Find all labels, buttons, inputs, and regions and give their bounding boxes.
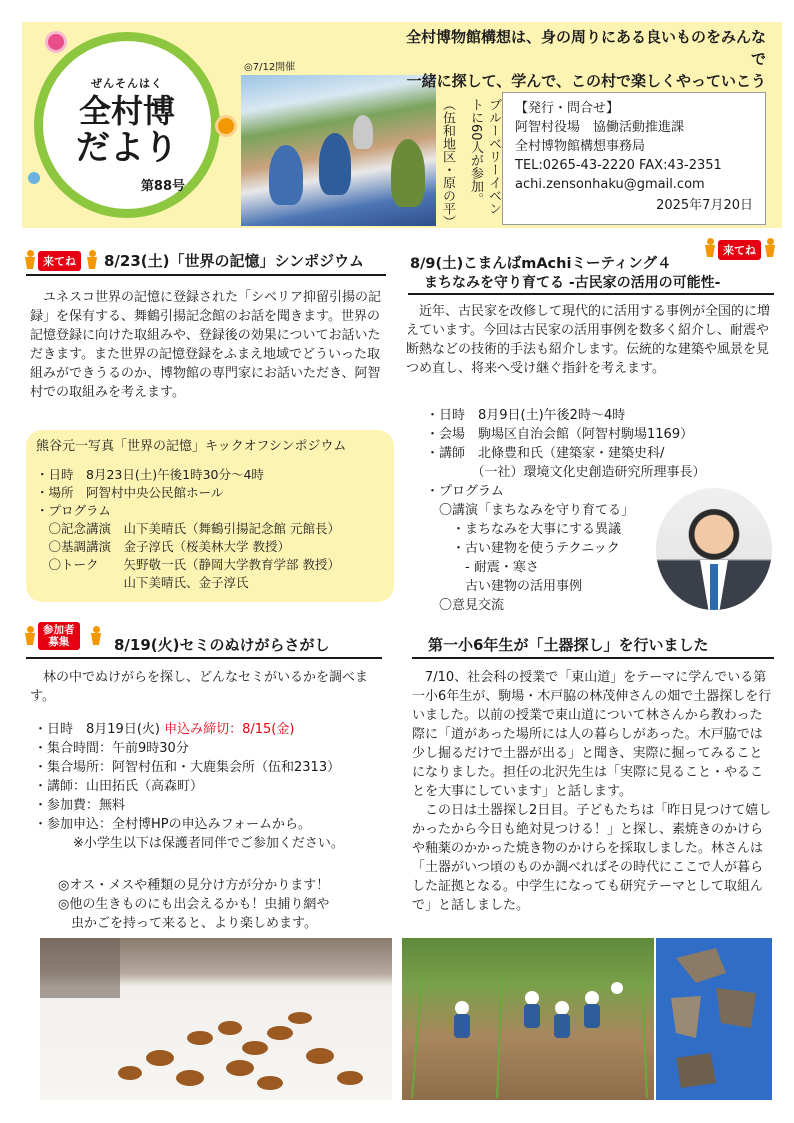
detail-line: ・プログラム	[426, 484, 504, 499]
detail-line: 〇講演「まちなみを守り育てる」	[426, 503, 635, 518]
sec2-subtitle: まちなみを守り育てる -古民家の活用の可能性-	[424, 275, 721, 291]
person-icon	[704, 238, 716, 258]
logo-title-line2: だより	[76, 128, 178, 168]
sec3-details	[34, 720, 394, 853]
contact-org1: 阿智村役場 協働活動推進課	[515, 120, 685, 135]
box-line: 〇記念講演 山下美晴氏（舞鶴引揚記念館 元館長）	[36, 521, 340, 536]
detail-line: ・まちなみを大事にする異議	[426, 522, 622, 537]
speaker-portrait	[656, 488, 772, 610]
title-underline	[408, 293, 774, 295]
detail-line: 古い建物の活用事例	[426, 579, 583, 594]
flower-icon	[48, 34, 64, 50]
photo-caption-3: （伍和地区・原の平）	[440, 98, 455, 228]
sec2-body	[406, 302, 774, 378]
box-title: 熊谷元一写真「世界の記憶」キックオフシンポジウム	[36, 439, 347, 454]
sec4-title: 第一小6年生が「土器探し」を行いました	[428, 636, 709, 654]
contact-tel: TEL:0265-43-2220 FAX:43-2351	[515, 158, 722, 173]
pottery-shards-illustration	[656, 938, 772, 1100]
sec4-paragraph: この日は土器探し2日目。子どもたちは「昨日見つけて嬉しかったから今日も絶対見つける！」と探し、素焼きのかけらや釉薬のかかった焼き物のかけらを採取しました。林さんは「土器がいつ頃のものか調べればその時代にここで人が暮らした証拠となる。中学生になっても研究テーマとして取組んで」と話しました。	[412, 803, 772, 913]
deadline-text: 申込み締切：8/15(金)	[164, 722, 295, 737]
detail-line: ・集合時間：午前9時30分	[34, 741, 189, 756]
intro-line: 一緒に探して、学んで、この村で楽しくやっていこう	[406, 72, 766, 90]
box-line: ・日時 8月23日(土)午後1時30分～4時	[36, 467, 264, 482]
detail-line: ・集合場所：阿智村伍和・大鹿集会所（伍和2313）	[34, 760, 341, 775]
note-line: ◎他の生きものにも出会えるかも！虫捕り網や	[58, 897, 330, 912]
box-line: 〇トーク 矢野敬一氏（静岡大学教育学部 教授）	[36, 557, 340, 572]
detail-line: ・古い建物を使うテクニック	[426, 541, 620, 556]
detail-line: ・参加費：無料	[34, 798, 126, 813]
person-icon	[86, 250, 98, 270]
sec4-body	[412, 668, 774, 915]
note-line: ◎オス・メスや種類の見分け方が分かります！	[58, 878, 330, 893]
field-dig-photo	[402, 938, 654, 1100]
header	[22, 22, 782, 228]
field-dig-illustration	[402, 938, 654, 1100]
sec3-title: 8/19(火)セミのぬけがらさがし	[114, 636, 330, 654]
box-line: 〇基調講演 金子淳氏（桜美林大学 教授）	[36, 539, 290, 554]
contact-email[interactable]: achi.zensonhaku@gmail.com	[515, 177, 705, 192]
detail-line: ※小学生以下は保護者同伴でご参加ください。	[34, 836, 344, 851]
box-line: 山下美晴氏、金子淳氏	[36, 575, 249, 590]
sec2-title: 8/9(土)こまんばmAchiミーティング４	[410, 256, 672, 272]
photo-caption-2: トに60人が参加。	[468, 98, 483, 206]
contact-box	[502, 92, 766, 225]
flower-icon	[218, 118, 234, 134]
issue-number: 第88号	[140, 179, 185, 194]
detail-line: ・参加申込：全村博HPの申込みフォームから。	[34, 817, 311, 832]
title-underline	[26, 657, 382, 659]
contact-label: 【発行・問合せ】	[515, 101, 620, 116]
contact-org2: 全村博物館構想事務局	[515, 139, 646, 154]
sec3-notes	[58, 876, 398, 933]
detail-line: ・講師 北條豊和氏（建築家・建築史科/	[426, 446, 665, 461]
photo-date: ◎7/12開催	[244, 62, 296, 73]
date-text: ・日時 8月19日(火)	[34, 722, 165, 737]
person-icon	[24, 626, 36, 646]
logo-kana: ぜんそんはく	[91, 77, 163, 90]
box-line: ・場所 阿智村中央公民館ホール	[36, 485, 224, 500]
flower-icon	[28, 172, 40, 184]
detail-line: - 耐震・寒さ	[426, 560, 539, 575]
come-badge: 来てね	[718, 240, 761, 260]
detail-line: 〇意見交流	[426, 598, 505, 613]
logo-title-line1: 全村博	[78, 92, 175, 130]
sec1-body	[30, 288, 384, 402]
cicada-shells-illustration	[40, 938, 392, 1100]
pottery-shards-photo	[656, 938, 772, 1100]
sec4-paragraph: 7/10、社会科の授業で「東山道」をテーマに学んでいる第一小6年生が、駒場・木戸脇の林茂伸さんの畑で土器探しを行いました。以前の授業で東山道について林さんから教わった際に「道があった場所には人の暮らしがあった。木戸脇では少し掘るだけで土器が出る」と聞き、実際に掘ってみることになりました。担任の北沢先生は「実際に見ること・やることを大事にしています」と話します。	[412, 670, 772, 799]
note-line: 虫かごを持って来ると、より楽しめます。	[58, 916, 317, 931]
box-line: ・プログラム	[36, 503, 111, 518]
sec2-paragraph: 近年、古民家を改修して現代的に活用する事例が全国的に増えています。今回は古民家の活用事例を数多く紹介し、耐震や断熱などの技術的手法も紹介します。伝統的な建築や風景を見つめ直し、将来へ受け継ぐ指針を考えます。	[406, 304, 771, 376]
person-icon	[24, 250, 36, 270]
sec1-info-box	[26, 430, 394, 602]
logo-wreath	[34, 32, 220, 218]
detail-line: ・講師：山田拓氏（高森町）	[34, 779, 204, 794]
person-icon	[90, 626, 102, 646]
detail-line: （一社）環境文化史創造研究所理事長）	[426, 465, 706, 480]
photo-caption-1: ブルーベリーイベン	[486, 98, 501, 215]
person-icon	[764, 238, 776, 258]
issue-date: 2025年7月20日	[656, 198, 753, 213]
sec1-paragraph: ユネスコ世界の記憶に登録された「シベリア抑留引揚の記録」を保有する、舞鶴引揚記念館のお話を聞きます。世界の記憶登録に向けた取組みや、登録後の効果についてお話いただきます。また世界の記憶登録をふまえ地域でどういった取組みができうるのか、博物館の専門家にお話いただき、阿智村での取組みを考えます。	[30, 290, 382, 400]
detail-line: ・会場 駒場区自治会館（阿智村駒場1169）	[426, 427, 694, 442]
date-line	[34, 720, 394, 739]
title-underline	[26, 274, 386, 276]
cicada-shells-photo	[40, 938, 392, 1100]
join-badge: 参加者 募集	[38, 622, 80, 650]
sec3-paragraph: 林の中でぬけがらを探し、どんなセミがいるかを調べます。	[30, 670, 369, 704]
sec1-title: 8/23(土)「世界の記憶」シンポジウム	[104, 252, 364, 270]
title-underline	[412, 657, 774, 659]
come-badge: 来てね	[38, 251, 81, 271]
sec3-body	[30, 668, 380, 706]
detail-line: ・日時 8月9日(土)午後2時～4時	[426, 408, 626, 423]
intro-line: 全村博物館構想は、身の周りにある良いものをみんなで	[406, 28, 767, 68]
